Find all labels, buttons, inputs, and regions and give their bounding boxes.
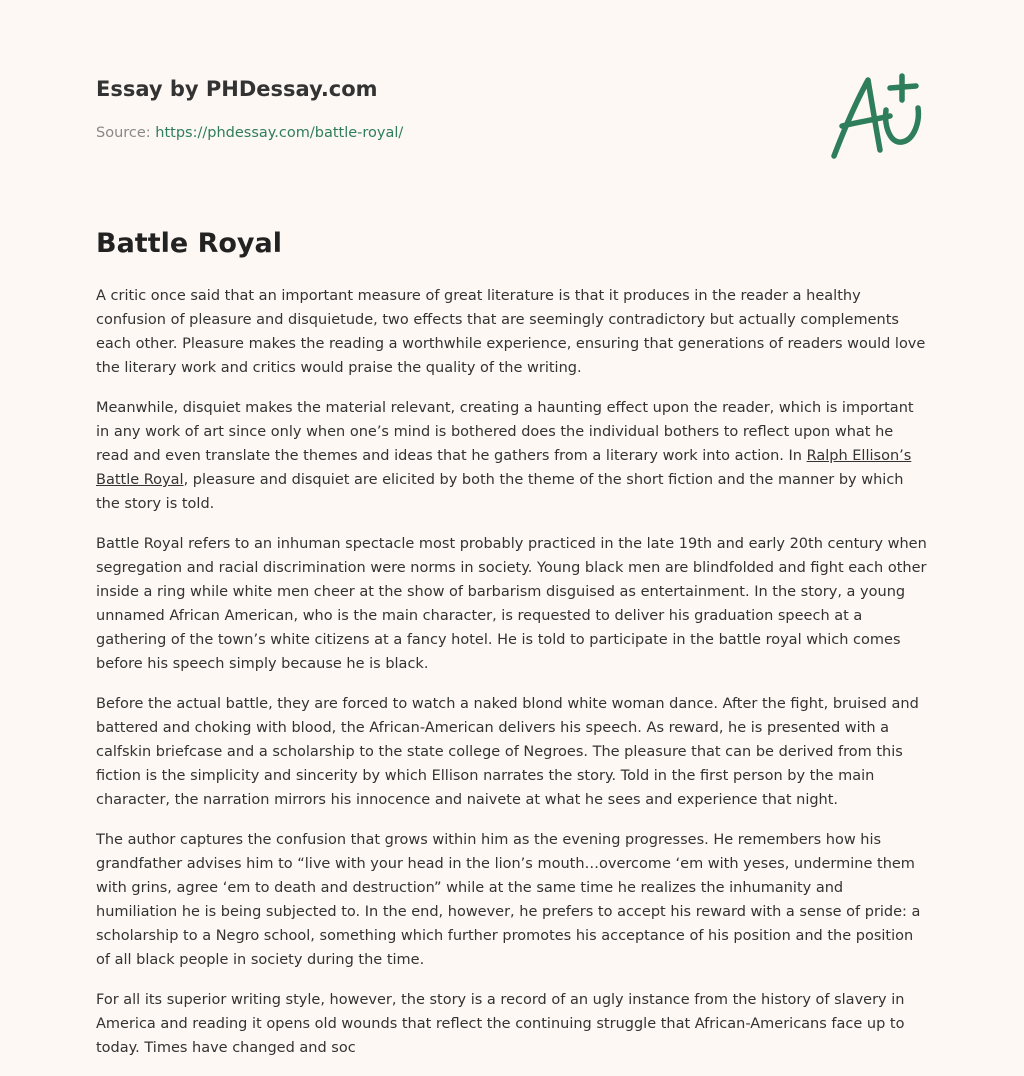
source-label: Source: — [96, 125, 156, 141]
essay-paragraph-2 — [96, 396, 928, 516]
paragraph-text: Meanwhile, disquiet makes the material relevant, creating a haunting effect upon the reader, which is important in any work of art since only when one’s mind is bothered does the individual bothers to reflect upon what he read and even translate the themes and ideas that he gathers from a literary work into action. In — [96, 400, 914, 464]
essay-paragraph-3: Battle Royal refers to an inhuman spectacle most probably practiced in the late 19th and early 20th century when segregation and racial discrimination were norms in society. Young black men are blindfolded and fight each other inside a ring while white men cheer at the show of barbarism disguised as entertainment. In the story, a young unnamed African American, who is the main character, is requested to deliver his graduation speech at a gathering of the town’s white citizens at a fancy hotel. He is told to participate in the battle royal which comes before his speech simply because he is black. — [96, 536, 927, 672]
a-plus-logo-icon — [828, 70, 928, 162]
paragraph-text: , pleasure and disquiet are elicited by both the theme of the short fiction and the manner by which the story is told. — [96, 472, 904, 512]
essay-paragraph-1: A critic once said that an important measure of great literature is that it produces in the reader a healthy confusion of pleasure and disquietude, two effects that are seemingly contradictory but actually complements each other. Pleasure makes the reading a worthwhile experience, ensuring that generations of readers would love the literary work and critics would praise the quality of the writing. — [96, 288, 926, 376]
ralph-ellison-battle-royal-link[interactable]: Ralph Ellison’s Battle Royal — [96, 448, 912, 488]
essay-paragraph-4: Before the actual battle, they are forced to watch a naked blond white woman dance. After the fight, bruised and battered and choking with blood, the African-American delivers his speech. As reward, he is presented with a calfskin briefcase and a scholarship to the state college of Negroes. The pleasure that can be derived from this fiction is the simplicity and sincerity by which Ellison narrates the story. Told in the first person by the main character, the narration mirrors his innocence and naivete at what he sees and experience that night. — [96, 696, 919, 808]
source-line — [96, 122, 403, 144]
essay-paragraph-5: The author captures the confusion that grows within him as the evening progresses. He remembers how his grandfather advises him to “live with your head in the lion’s mouth…overcome ‘em with yeses, undermine them with grins, agree ‘em to death and destruction” while at the same time he realizes the inhumanity and humiliation he is being subjected to. In the end, however, he prefers to accept his reward with a sense of pride: a scholarship to a Negro school, something which further promotes his acceptance of his position and the position of all black people in society during the time. — [96, 832, 921, 968]
brand-title: Essay by PHDessay.com — [96, 77, 378, 101]
source-link[interactable]: https://phdessay.com/battle-royal/ — [155, 125, 404, 141]
essay-title: Battle Royal — [96, 228, 282, 259]
essay-paragraph-6: For all its superior writing style, however, the story is a record of an ugly instance from the history of slavery in America and reading it opens old wounds that reflect the continuing struggle that African-Americans face up to today. Times have changed and soc — [96, 992, 905, 1056]
essay-body — [96, 284, 928, 1064]
site-header — [96, 74, 928, 174]
